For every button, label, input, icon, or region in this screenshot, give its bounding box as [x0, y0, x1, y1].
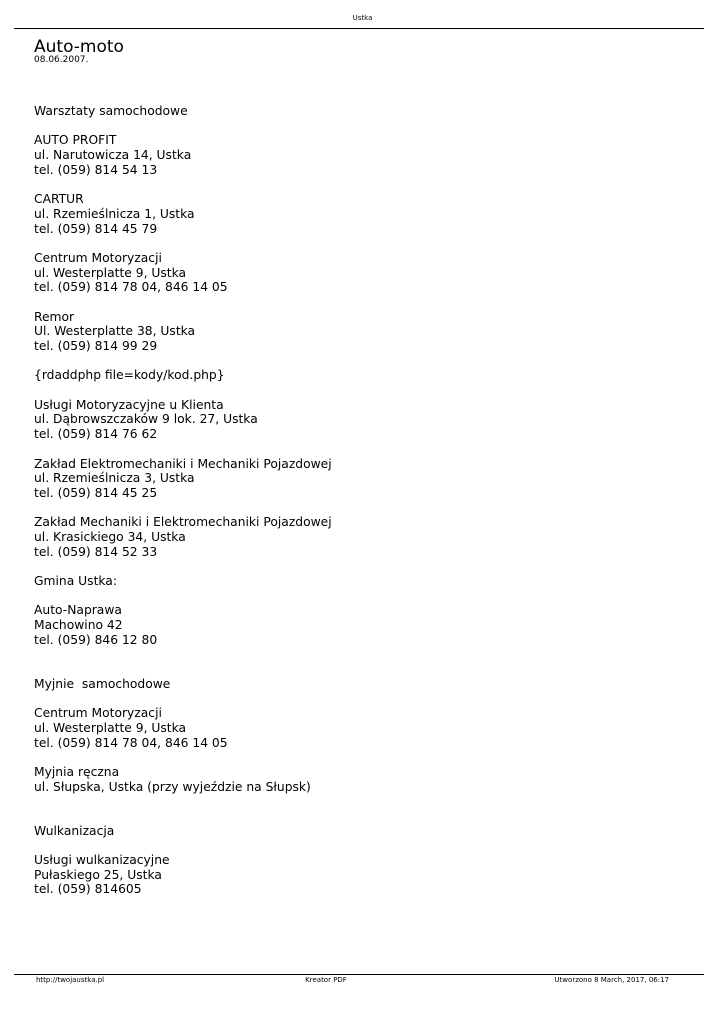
- footer-url[interactable]: http://twojaustka.pl: [36, 976, 105, 984]
- running-header: Ustka: [352, 14, 373, 22]
- footer-generator: Kreator PDF: [305, 976, 347, 984]
- blank-line: [34, 589, 694, 604]
- blank-line: [34, 794, 694, 809]
- text-line: Zakład Elektromechaniki i Mechaniki Pojazdowej: [34, 456, 332, 471]
- text-line: tel. (059) 814 76 62: [34, 427, 158, 442]
- blank-line: [34, 177, 694, 192]
- header-divider: [14, 28, 704, 29]
- text-line: ul. Narutowicza 14, Ustka: [34, 148, 192, 163]
- blank-line: [34, 383, 694, 398]
- text-line: Wulkanizacja: [34, 823, 115, 838]
- text-line: Myjnie samochodowe: [34, 676, 171, 691]
- text-line: ul. Krasickiego 34, Ustka: [34, 529, 186, 544]
- text-line: Pułaskiego 25, Ustka: [34, 867, 162, 882]
- text-line: CARTUR: [34, 192, 84, 207]
- blank-line: [34, 442, 694, 457]
- text-line: tel. (059) 814 52 33: [34, 544, 158, 559]
- document-title: Auto-moto: [34, 37, 124, 57]
- text-line: {rdaddphp file=kody/kod.php}: [34, 368, 225, 383]
- text-line: ul. Westerplatte 9, Ustka: [34, 265, 187, 280]
- text-line: Gmina Ustka:: [34, 574, 117, 588]
- blank-line: [34, 647, 694, 662]
- text-line: tel. (059) 814 45 25: [34, 485, 158, 500]
- text-line: ul. Rzemieślnicza 1, Ustka: [34, 206, 195, 221]
- document-body: [34, 104, 694, 897]
- blank-line: [34, 559, 694, 574]
- text-line: tel. (059) 814 78 04, 846 14 05: [34, 735, 228, 750]
- blank-line: [34, 354, 694, 369]
- text-line: Remor: [34, 309, 75, 324]
- blank-line: [34, 692, 694, 707]
- blank-line: [34, 119, 694, 134]
- text-line: Centrum Motoryzacji: [34, 706, 162, 721]
- text-line: tel. (059) 814 78 04, 846 14 05: [34, 280, 228, 295]
- footer-divider: [14, 974, 704, 975]
- document-date: 08.06.2007.: [34, 55, 89, 65]
- text-line: tel. (059) 846 12 80: [34, 632, 158, 647]
- text-line: Zakład Mechaniki i Elektromechaniki Pojazdowej: [34, 515, 332, 530]
- blank-line: [34, 750, 694, 765]
- text-line: Machowino 42: [34, 618, 123, 633]
- text-line: Auto-Naprawa: [34, 603, 122, 618]
- text-line: ul. Rzemieślnicza 3, Ustka: [34, 471, 195, 486]
- blank-line: [34, 501, 694, 516]
- text-line: Warsztaty samochodowe: [34, 104, 188, 118]
- text-line: ul. Westerplatte 9, Ustka: [34, 720, 187, 735]
- text-line: tel. (059) 814 99 29: [34, 339, 158, 353]
- footer-created-date: Utworzono 8 March, 2017, 06:17: [554, 976, 669, 984]
- text-line: Centrum Motoryzacji: [34, 250, 162, 265]
- text-line: tel. (059) 814 54 13: [34, 162, 158, 177]
- blank-line: [34, 295, 694, 310]
- blank-line: [34, 662, 694, 677]
- blank-line: [34, 809, 694, 824]
- text-line: tel. (059) 814605: [34, 882, 142, 897]
- text-line: AUTO PROFIT: [34, 133, 117, 148]
- blank-line: [34, 838, 694, 853]
- text-line: Myjnia ręczna: [34, 764, 120, 779]
- text-line: Usługi wulkanizacyjne: [34, 853, 170, 868]
- blank-line: [34, 236, 694, 251]
- text-line: ul. Dąbrowszczaków 9 lok. 27, Ustka: [34, 412, 258, 427]
- text-line: tel. (059) 814 45 79: [34, 221, 158, 236]
- text-line: Ul. Westerplatte 38, Ustka: [34, 324, 196, 339]
- text-line: ul. Słupska, Ustka (przy wyjeździe na Słupsk): [34, 779, 311, 794]
- text-line: Usługi Motoryzacyjne u Klienta: [34, 397, 224, 412]
